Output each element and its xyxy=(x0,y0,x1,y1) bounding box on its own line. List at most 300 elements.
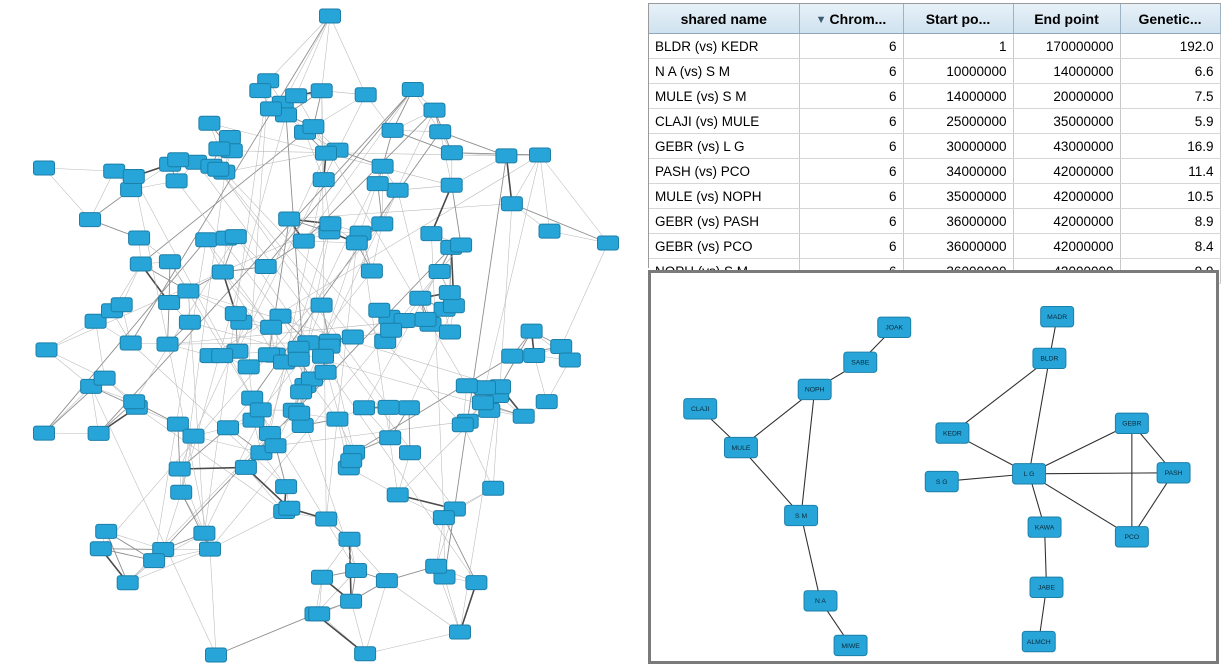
network-node[interactable] xyxy=(225,307,246,321)
network-node[interactable] xyxy=(441,178,462,192)
network-node[interactable] xyxy=(111,298,132,312)
table-row[interactable] xyxy=(649,134,1220,159)
node-shape[interactable] xyxy=(341,594,362,608)
node-shape[interactable] xyxy=(250,84,271,98)
node-shape[interactable] xyxy=(313,349,334,363)
node-shape[interactable] xyxy=(250,403,271,417)
network-node[interactable] xyxy=(279,501,300,515)
network-node[interactable] xyxy=(320,217,341,231)
network-node[interactable] xyxy=(316,512,337,526)
network-node[interactable] xyxy=(361,264,382,278)
node-shape[interactable] xyxy=(346,564,367,578)
node-shape[interactable] xyxy=(1157,463,1190,483)
node-shape[interactable] xyxy=(261,320,282,334)
table-row[interactable] xyxy=(649,184,1220,209)
node-shape[interactable] xyxy=(208,162,229,176)
node-shape[interactable] xyxy=(293,234,314,248)
table-row[interactable] xyxy=(649,84,1220,109)
table-body[interactable] xyxy=(649,34,1220,284)
network-node[interactable] xyxy=(539,224,560,238)
network-node[interactable] xyxy=(303,120,324,134)
node-shape[interactable] xyxy=(320,9,341,23)
network-node[interactable] xyxy=(367,177,388,191)
subnetwork-node[interactable] xyxy=(684,399,717,419)
node-shape[interactable] xyxy=(111,298,132,312)
network-node[interactable] xyxy=(372,159,393,173)
network-node[interactable] xyxy=(265,439,286,453)
network-node[interactable] xyxy=(451,238,472,252)
network-node[interactable] xyxy=(381,323,402,337)
node-shape[interactable] xyxy=(130,257,151,271)
network-node[interactable] xyxy=(439,286,460,300)
table-row[interactable] xyxy=(649,209,1220,234)
node-shape[interactable] xyxy=(724,437,757,457)
node-shape[interactable] xyxy=(178,284,199,298)
table-row[interactable] xyxy=(649,234,1220,259)
table-row[interactable] xyxy=(649,59,1220,84)
network-node[interactable] xyxy=(250,84,271,98)
node-shape[interactable] xyxy=(398,401,419,415)
network-node[interactable] xyxy=(168,153,189,167)
network-node[interactable] xyxy=(513,409,534,423)
network-node[interactable] xyxy=(501,197,522,211)
node-shape[interactable] xyxy=(286,89,307,103)
node-shape[interactable] xyxy=(90,542,111,556)
node-shape[interactable] xyxy=(354,401,375,415)
network-node[interactable] xyxy=(212,349,233,363)
column-header-chromosome[interactable] xyxy=(799,4,903,34)
node-shape[interactable] xyxy=(559,353,580,367)
network-node[interactable] xyxy=(169,462,190,476)
node-shape[interactable] xyxy=(276,480,297,494)
network-node[interactable] xyxy=(443,299,464,313)
node-shape[interactable] xyxy=(196,233,217,247)
node-shape[interactable] xyxy=(157,337,178,351)
node-shape[interactable] xyxy=(684,399,717,419)
subnetwork-node[interactable] xyxy=(1030,577,1063,597)
node-shape[interactable] xyxy=(530,148,551,162)
node-shape[interactable] xyxy=(844,352,877,372)
network-node[interactable] xyxy=(88,426,109,440)
network-node[interactable] xyxy=(238,360,259,374)
network-node[interactable] xyxy=(354,401,375,415)
node-shape[interactable] xyxy=(539,224,560,238)
node-shape[interactable] xyxy=(1041,306,1074,326)
node-shape[interactable] xyxy=(309,607,330,621)
network-node[interactable] xyxy=(430,125,451,139)
node-shape[interactable] xyxy=(804,591,837,611)
network-node[interactable] xyxy=(90,542,111,556)
node-shape[interactable] xyxy=(936,423,969,443)
node-shape[interactable] xyxy=(166,174,187,188)
node-shape[interactable] xyxy=(339,532,360,546)
node-shape[interactable] xyxy=(255,260,276,274)
node-shape[interactable] xyxy=(238,360,259,374)
node-shape[interactable] xyxy=(342,330,363,344)
subnetwork-nodes[interactable] xyxy=(684,306,1190,655)
node-shape[interactable] xyxy=(424,103,445,117)
network-node[interactable] xyxy=(313,173,334,187)
node-shape[interactable] xyxy=(225,307,246,321)
network-node[interactable] xyxy=(429,265,450,279)
subnetwork-panel[interactable] xyxy=(648,270,1219,664)
network-node[interactable] xyxy=(291,385,312,399)
node-shape[interactable] xyxy=(513,409,534,423)
network-node[interactable] xyxy=(200,542,221,556)
node-shape[interactable] xyxy=(200,542,221,556)
node-shape[interactable] xyxy=(169,462,190,476)
node-shape[interactable] xyxy=(1115,527,1148,547)
network-node[interactable] xyxy=(320,9,341,23)
network-node[interactable] xyxy=(433,511,454,525)
node-shape[interactable] xyxy=(235,460,256,474)
node-shape[interactable] xyxy=(80,213,101,227)
node-shape[interactable] xyxy=(483,481,504,495)
subnetwork-node[interactable] xyxy=(1033,348,1066,368)
subnetwork-node[interactable] xyxy=(798,379,831,399)
network-node[interactable] xyxy=(311,298,332,312)
network-node[interactable] xyxy=(124,395,145,409)
node-shape[interactable] xyxy=(451,238,472,252)
network-node[interactable] xyxy=(312,570,333,584)
network-node[interactable] xyxy=(536,395,557,409)
node-shape[interactable] xyxy=(400,446,421,460)
network-node[interactable] xyxy=(250,403,271,417)
network-node[interactable] xyxy=(521,324,542,338)
subnetwork-canvas[interactable] xyxy=(651,273,1216,661)
network-node[interactable] xyxy=(355,647,376,661)
node-shape[interactable] xyxy=(225,230,246,244)
network-node[interactable] xyxy=(196,233,217,247)
node-shape[interactable] xyxy=(443,299,464,313)
network-node[interactable] xyxy=(194,526,215,540)
node-shape[interactable] xyxy=(311,84,332,98)
node-shape[interactable] xyxy=(421,227,442,241)
node-shape[interactable] xyxy=(372,159,393,173)
network-node[interactable] xyxy=(117,576,138,590)
node-shape[interactable] xyxy=(288,352,309,366)
node-shape[interactable] xyxy=(171,485,192,499)
node-shape[interactable] xyxy=(168,153,189,167)
node-shape[interactable] xyxy=(878,317,911,337)
node-shape[interactable] xyxy=(212,349,233,363)
node-shape[interactable] xyxy=(429,265,450,279)
subnetwork-node[interactable] xyxy=(844,352,877,372)
network-node[interactable] xyxy=(424,103,445,117)
node-shape[interactable] xyxy=(472,396,493,410)
node-shape[interactable] xyxy=(311,298,332,312)
network-node[interactable] xyxy=(171,485,192,499)
network-node[interactable] xyxy=(94,371,115,385)
subnetwork-node[interactable] xyxy=(1041,306,1074,326)
table-row[interactable] xyxy=(649,159,1220,184)
node-shape[interactable] xyxy=(279,501,300,515)
node-shape[interactable] xyxy=(261,102,282,116)
network-node[interactable] xyxy=(183,429,204,443)
network-node[interactable] xyxy=(452,418,473,432)
node-shape[interactable] xyxy=(265,439,286,453)
edge-table[interactable] xyxy=(649,4,1221,284)
network-node[interactable] xyxy=(382,123,403,137)
subnetwork-node[interactable] xyxy=(804,591,837,611)
node-shape[interactable] xyxy=(1022,631,1055,651)
network-node[interactable] xyxy=(309,607,330,621)
node-shape[interactable] xyxy=(279,212,300,226)
network-node[interactable] xyxy=(456,379,477,393)
node-shape[interactable] xyxy=(212,265,233,279)
node-shape[interactable] xyxy=(199,116,220,130)
node-shape[interactable] xyxy=(121,183,142,197)
network-node[interactable] xyxy=(313,349,334,363)
network-node[interactable] xyxy=(178,284,199,298)
column-header-genetic[interactable] xyxy=(1120,4,1220,34)
network-node[interactable] xyxy=(144,554,165,568)
network-node[interactable] xyxy=(208,162,229,176)
network-node[interactable] xyxy=(120,336,141,350)
node-shape[interactable] xyxy=(430,125,451,139)
subnetwork-node[interactable] xyxy=(936,423,969,443)
network-node[interactable] xyxy=(129,231,150,245)
network-node[interactable] xyxy=(286,89,307,103)
network-node[interactable] xyxy=(450,625,471,639)
node-shape[interactable] xyxy=(194,526,215,540)
network-node[interactable] xyxy=(276,480,297,494)
network-node[interactable] xyxy=(551,340,572,354)
subnetwork-node[interactable] xyxy=(1157,463,1190,483)
node-shape[interactable] xyxy=(536,395,557,409)
node-shape[interactable] xyxy=(521,324,542,338)
subnetwork-node[interactable] xyxy=(724,437,757,457)
node-shape[interactable] xyxy=(159,255,180,269)
network-node[interactable] xyxy=(218,421,239,435)
node-shape[interactable] xyxy=(798,379,831,399)
node-shape[interactable] xyxy=(1013,464,1046,484)
network-node[interactable] xyxy=(376,574,397,588)
node-shape[interactable] xyxy=(496,149,517,163)
network-node[interactable] xyxy=(346,564,367,578)
node-shape[interactable] xyxy=(1030,577,1063,597)
node-shape[interactable] xyxy=(834,635,867,655)
node-shape[interactable] xyxy=(206,648,227,662)
network-node[interactable] xyxy=(339,532,360,546)
node-shape[interactable] xyxy=(501,197,522,211)
node-shape[interactable] xyxy=(36,343,57,357)
network-node[interactable] xyxy=(311,84,332,98)
network-node[interactable] xyxy=(212,265,233,279)
network-node[interactable] xyxy=(346,236,367,250)
network-node[interactable] xyxy=(96,524,117,538)
network-node[interactable] xyxy=(34,161,55,175)
filter-icon[interactable]: ▼ xyxy=(815,13,827,26)
node-shape[interactable] xyxy=(450,625,471,639)
node-shape[interactable] xyxy=(289,406,310,420)
node-shape[interactable] xyxy=(387,183,408,197)
node-shape[interactable] xyxy=(355,647,376,661)
network-node[interactable] xyxy=(524,349,545,363)
node-shape[interactable] xyxy=(466,576,487,590)
node-shape[interactable] xyxy=(313,173,334,187)
node-shape[interactable] xyxy=(439,286,460,300)
subnetwork-node[interactable] xyxy=(834,635,867,655)
subnetwork-node[interactable] xyxy=(925,471,958,491)
node-shape[interactable] xyxy=(415,312,436,326)
network-node[interactable] xyxy=(166,174,187,188)
network-node[interactable] xyxy=(315,365,336,379)
node-shape[interactable] xyxy=(456,379,477,393)
node-shape[interactable] xyxy=(341,454,362,468)
network-node[interactable] xyxy=(530,148,551,162)
network-node[interactable] xyxy=(369,303,390,317)
node-shape[interactable] xyxy=(327,412,348,426)
subnetwork-node[interactable] xyxy=(1115,413,1148,433)
network-node[interactable] xyxy=(289,406,310,420)
network-node[interactable] xyxy=(159,255,180,269)
node-shape[interactable] xyxy=(124,395,145,409)
network-node[interactable] xyxy=(130,257,151,271)
network-node[interactable] xyxy=(398,401,419,415)
node-shape[interactable] xyxy=(441,178,462,192)
node-shape[interactable] xyxy=(346,236,367,250)
network-node[interactable] xyxy=(121,183,142,197)
network-node[interactable] xyxy=(159,296,180,310)
network-node[interactable] xyxy=(123,170,144,184)
node-shape[interactable] xyxy=(315,365,336,379)
node-shape[interactable] xyxy=(440,325,461,339)
table-row[interactable] xyxy=(649,34,1220,59)
node-shape[interactable] xyxy=(925,471,958,491)
node-shape[interactable] xyxy=(785,505,818,525)
network-node[interactable] xyxy=(472,396,493,410)
network-node[interactable] xyxy=(440,325,461,339)
subnetwork-node[interactable] xyxy=(785,505,818,525)
node-shape[interactable] xyxy=(183,429,204,443)
network-node[interactable] xyxy=(483,481,504,495)
column-header-start-point[interactable] xyxy=(903,4,1013,34)
column-header-shared-name[interactable] xyxy=(649,4,799,34)
network-node[interactable] xyxy=(341,594,362,608)
node-shape[interactable] xyxy=(209,142,230,156)
network-node[interactable] xyxy=(225,230,246,244)
network-node[interactable] xyxy=(378,400,399,414)
network-node[interactable] xyxy=(387,183,408,197)
node-shape[interactable] xyxy=(117,576,138,590)
network-node[interactable] xyxy=(261,320,282,334)
network-node[interactable] xyxy=(400,446,421,460)
node-shape[interactable] xyxy=(369,303,390,317)
node-shape[interactable] xyxy=(376,574,397,588)
node-shape[interactable] xyxy=(367,177,388,191)
node-shape[interactable] xyxy=(502,349,523,363)
network-node[interactable] xyxy=(209,142,230,156)
subnetwork-node[interactable] xyxy=(1028,517,1061,537)
network-node[interactable] xyxy=(288,352,309,366)
edge-table-panel[interactable] xyxy=(648,3,1221,268)
network-node[interactable] xyxy=(293,234,314,248)
network-node[interactable] xyxy=(157,337,178,351)
node-shape[interactable] xyxy=(120,336,141,350)
node-shape[interactable] xyxy=(551,340,572,354)
network-node[interactable] xyxy=(415,312,436,326)
node-shape[interactable] xyxy=(312,570,333,584)
node-shape[interactable] xyxy=(387,488,408,502)
node-shape[interactable] xyxy=(94,371,115,385)
node-shape[interactable] xyxy=(410,291,431,305)
node-shape[interactable] xyxy=(402,83,423,97)
node-shape[interactable] xyxy=(1033,348,1066,368)
network-node[interactable] xyxy=(327,412,348,426)
node-shape[interactable] xyxy=(372,217,393,231)
node-shape[interactable] xyxy=(34,161,55,175)
node-shape[interactable] xyxy=(598,236,619,250)
node-shape[interactable] xyxy=(123,170,144,184)
network-node[interactable] xyxy=(380,431,401,445)
network-node[interactable] xyxy=(80,213,101,227)
node-shape[interactable] xyxy=(452,418,473,432)
node-shape[interactable] xyxy=(88,426,109,440)
network-node[interactable] xyxy=(355,88,376,102)
network-node[interactable] xyxy=(559,353,580,367)
network-node[interactable] xyxy=(279,212,300,226)
network-node[interactable] xyxy=(36,343,57,357)
node-shape[interactable] xyxy=(218,421,239,435)
network-nodes[interactable] xyxy=(34,9,619,662)
subnetwork-node[interactable] xyxy=(1022,631,1055,651)
node-shape[interactable] xyxy=(316,512,337,526)
network-node[interactable] xyxy=(104,164,125,178)
node-shape[interactable] xyxy=(34,426,55,440)
subnetwork-node[interactable] xyxy=(878,317,911,337)
node-shape[interactable] xyxy=(433,511,454,525)
network-node[interactable] xyxy=(255,260,276,274)
node-shape[interactable] xyxy=(316,146,337,160)
network-node[interactable] xyxy=(316,146,337,160)
node-shape[interactable] xyxy=(96,524,117,538)
network-node[interactable] xyxy=(206,648,227,662)
node-shape[interactable] xyxy=(144,554,165,568)
network-node[interactable] xyxy=(502,349,523,363)
node-shape[interactable] xyxy=(179,315,200,329)
subnetwork-node[interactable] xyxy=(1013,464,1046,484)
node-shape[interactable] xyxy=(381,323,402,337)
node-shape[interactable] xyxy=(355,88,376,102)
network-node[interactable] xyxy=(235,460,256,474)
column-header-end-point[interactable] xyxy=(1013,4,1120,34)
node-shape[interactable] xyxy=(291,385,312,399)
node-shape[interactable] xyxy=(361,264,382,278)
node-shape[interactable] xyxy=(320,217,341,231)
network-node[interactable] xyxy=(261,102,282,116)
node-shape[interactable] xyxy=(129,231,150,245)
network-node[interactable] xyxy=(402,83,423,97)
network-node[interactable] xyxy=(421,227,442,241)
network-node[interactable] xyxy=(466,576,487,590)
node-shape[interactable] xyxy=(159,296,180,310)
node-shape[interactable] xyxy=(524,349,545,363)
node-shape[interactable] xyxy=(380,431,401,445)
network-node[interactable] xyxy=(496,149,517,163)
network-node[interactable] xyxy=(387,488,408,502)
network-node[interactable] xyxy=(426,559,447,573)
table-row[interactable] xyxy=(649,109,1220,134)
network-node[interactable] xyxy=(372,217,393,231)
node-shape[interactable] xyxy=(382,123,403,137)
node-shape[interactable] xyxy=(104,164,125,178)
node-shape[interactable] xyxy=(426,559,447,573)
network-node[interactable] xyxy=(410,291,431,305)
node-shape[interactable] xyxy=(378,400,399,414)
network-node[interactable] xyxy=(199,116,220,130)
node-shape[interactable] xyxy=(441,146,462,160)
